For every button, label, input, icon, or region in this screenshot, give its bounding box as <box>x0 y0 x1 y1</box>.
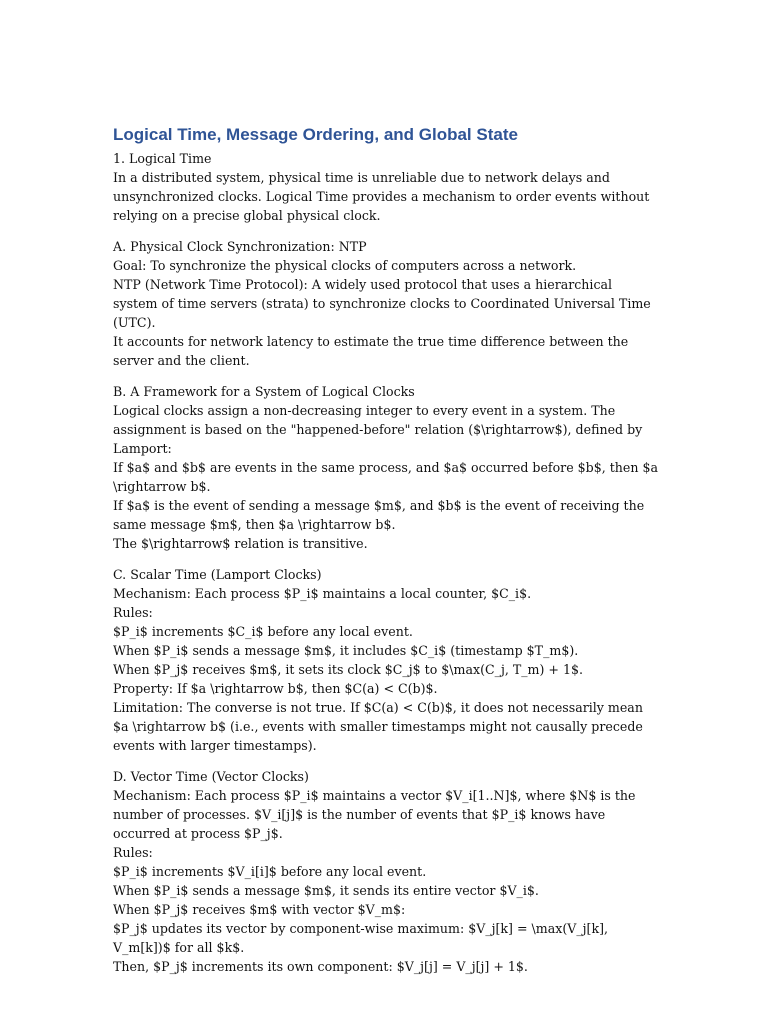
section-spacer <box>113 370 658 382</box>
section-heading: A. Physical Clock Synchronization: NTP <box>113 239 367 254</box>
paragraph-line: When $P_i$ sends a message $m$, it sends its entire vector $V_i$. <box>113 883 539 898</box>
paragraph-line: In a distributed system, physical time is unreliable due to network delays and unsynchronized clocks. Logical Time provides a mechanism to order events without relying on a precise global physical clock. <box>113 170 650 223</box>
paragraph-line: Rules: <box>113 845 153 860</box>
paragraph-line: It accounts for network latency to estimate the true time difference between the server and the client. <box>113 334 629 368</box>
section-spacer <box>113 755 658 767</box>
section-spacer <box>113 225 658 237</box>
paragraph-line: Limitation: The converse is not true. If $C(a) < C(b)$, it does not necessarily mean $a \rightarrow b$ (i.e., events with smaller timestamps might not causally precede events with larger timestamps). <box>113 700 643 753</box>
paragraph-line: If $a$ and $b$ are events in the same process, and $a$ occurred before $b$, then $a \rightarrow b$. <box>113 460 658 494</box>
section-spacer <box>113 553 658 565</box>
document-page <box>113 122 658 976</box>
paragraph-line: NTP (Network Time Protocol): A widely used protocol that uses a hierarchical system of time servers (strata) to synchronize clocks to Coordinated Universal Time (UTC). <box>113 277 651 330</box>
section-heading: B. A Framework for a System of Logical Clocks <box>113 384 415 399</box>
paragraph-line: Mechanism: Each process $P_i$ maintains a local counter, $C_i$. <box>113 586 532 601</box>
document-body <box>113 149 658 976</box>
paragraph-line: The $\rightarrow$ relation is transitive. <box>113 536 368 551</box>
document-section <box>113 767 658 976</box>
paragraph-line: When $P_i$ sends a message $m$, it includes $C_i$ (timestamp $T_m$). <box>113 643 579 658</box>
paragraph-line: When $P_j$ receives $m$, it sets its clock $C_j$ to $\max(C_j, T_m) + 1$. <box>113 662 583 677</box>
document-section <box>113 382 658 553</box>
paragraph-line: Mechanism: Each process $P_i$ maintains a vector $V_i[1..N]$, where $N$ is the number of processes. $V_i[j]$ is the number of events that $P_i$ knows have occurred at process $P_j$. <box>113 788 636 841</box>
document-section <box>113 237 658 370</box>
section-heading: D. Vector Time (Vector Clocks) <box>113 769 309 784</box>
document-title: Logical Time, Message Ordering, and Global State <box>113 125 518 144</box>
paragraph-line: $P_j$ updates its vector by component-wise maximum: $V_j[k] = \max(V_j[k], V_m[k])$ for all $k$. <box>113 921 608 955</box>
paragraph-line: When $P_j$ receives $m$ with vector $V_m$: <box>113 902 406 917</box>
paragraph-line: Then, $P_j$ increments its own component: $V_j[j] = V_j[j] + 1$. <box>113 959 528 974</box>
document-section <box>113 149 658 225</box>
paragraph-line: Property: If $a \rightarrow b$, then $C(a) < C(b)$. <box>113 681 438 696</box>
section-heading: C. Scalar Time (Lamport Clocks) <box>113 567 322 582</box>
document-section <box>113 565 658 755</box>
paragraph-line: Goal: To synchronize the physical clocks of computers across a network. <box>113 258 577 273</box>
section-heading: 1. Logical Time <box>113 151 212 166</box>
paragraph-line: Logical clocks assign a non-decreasing integer to every event in a system. The assignment is based on the "happened-before" relation ($\rightarrow$), defined by Lamport: <box>113 403 643 456</box>
paragraph-line: Rules: <box>113 605 153 620</box>
paragraph-line: $P_i$ increments $C_i$ before any local event. <box>113 624 413 639</box>
paragraph-line: If $a$ is the event of sending a message $m$, and $b$ is the event of receiving the same message $m$, then $a \rightarrow b$. <box>113 498 645 532</box>
paragraph-line: $P_i$ increments $V_i[i]$ before any local event. <box>113 864 427 879</box>
